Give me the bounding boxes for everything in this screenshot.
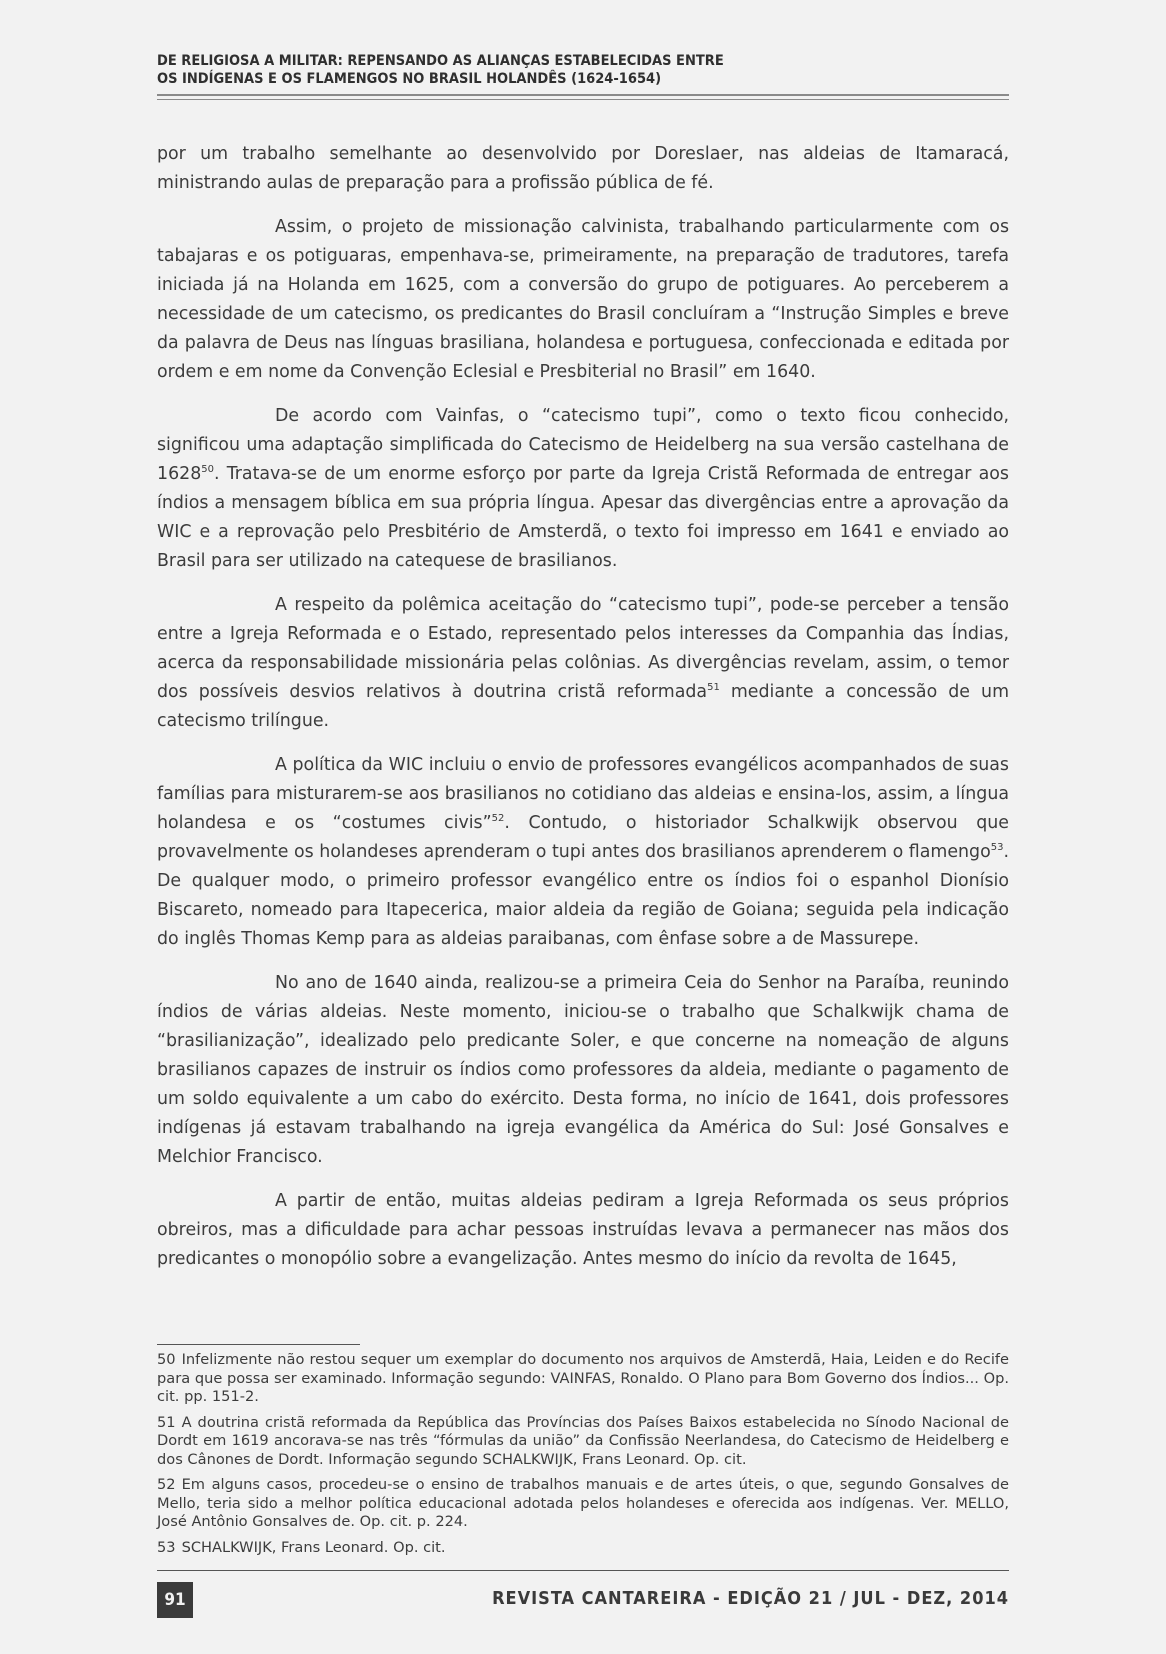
paragraph-5-text-a: A política da WIC incluiu o envio de professores evangélicos acompanhados de suas famílias para misturarem-se aos brasilianos no cotidiano das aldeias e ensina-los, assim, a língua holandesa e os “costumes civis” <box>157 755 1009 833</box>
footnote-50 <box>157 1351 1009 1407</box>
footnote-52 <box>157 1476 1009 1532</box>
page-number: 91 <box>157 1582 193 1618</box>
footnotes <box>157 1351 1009 1564</box>
footnote-text: A doutrina cristã reformada da República das Províncias dos Países Baixos estabelecida no Sínodo Nacional de Dordt em 1619 ancorava-se nas três “fórmulas da união” da Confissão Neerlandesa, do Catecismo de Heidelberg e dos Cânones de Dordt. Informação segundo SCHALKWIJK, Frans Leonard. Op. cit. <box>157 1413 1009 1468</box>
paragraph-2: Assim, o projeto de missionação calvinista, trabalhando particularmente com os tabajaras e os potiguaras, empenhava-se, primeiramente, na preparação de tradutores, tarefa iniciada já na Holanda em 1625, com a conversão do grupo de potiguares. Ao perceberem a necessidade de um catecismo, os predicantes do Brasil concluíram a “Instrução Simples e breve da palavra de Deus nas línguas brasiliana, holandesa e portuguesa, confeccionada e editada por ordem e em nome da Convenção Eclesial e Presbiterial no Brasil” em 1640. <box>157 217 1009 382</box>
journal-title: REVISTA CANTAREIRA - EDIÇÃO 21 / JUL - DEZ, 2014 <box>492 1588 1009 1609</box>
footnote-divider <box>157 1344 360 1345</box>
footnote-53 <box>157 1539 1009 1558</box>
footnote-number: 53 <box>157 1538 176 1556</box>
footnote-text: Em alguns casos, procedeu-se o ensino de trabalhos manuais e de artes úteis, o que, segundo Gonsalves de Mello, teria sido a melhor política educacional adotada pelos holandeses e oferecida aos indígenas. Ver. MELLO, José Antônio Gonsalves de. Op. cit. p. 224. <box>157 1476 1009 1530</box>
paragraph-6: No ano de 1640 ainda, realizou-se a primeira Ceia do Senhor na Paraíba, reunindo índios de várias aldeias. Neste momento, iniciou-se o trabalho que Schalkwijk chama de “brasilianização”, idealizado pelo predicante Soler, e que concerne na nomeação de alguns brasilianos capazes de instruir os índios como professores da aldeia, mediante o pagamento de um soldo equivalente a um cabo do exército. Desta forma, no início de 1641, dois professores indígenas já estavam trabalhando na igreja evangélica da América do Sul: José Gonsalves e Melchior Francisco. <box>157 973 1009 1167</box>
footnote-ref-52[interactable]: 52 <box>491 813 505 824</box>
paragraph-5 <box>157 751 1009 954</box>
paragraph-3-text-b: . Tratava-se de um enorme esforço por parte da Igreja Cristã Reformada de entregar aos índios a mensagem bíblica em sua própria língua. Apesar das divergências entre a aprovação da WIC e a reprovação pelo Presbitério de Amsterdã, o texto foi impresso em 1641 e enviado ao Brasil para ser utilizado na catequese de brasilianos. <box>157 464 1009 571</box>
running-header-line-1: DE RELIGIOSA A MILITAR: REPENSANDO AS ALIANÇAS ESTABELECIDAS ENTRE <box>157 53 724 69</box>
footnote-ref-50[interactable]: 50 <box>201 464 214 475</box>
footer-divider <box>157 1570 1009 1571</box>
running-header <box>157 52 1009 88</box>
paragraph-4-text-b: mediante a concessão de um catecismo trilíngue. <box>157 682 1010 731</box>
paragraph-4 <box>157 591 1009 736</box>
footnote-ref-53[interactable]: 53 <box>990 842 1004 853</box>
main-text <box>157 140 1009 1289</box>
footnote-51 <box>157 1414 1009 1470</box>
paragraph-1: por um trabalho semelhante ao desenvolvido por Doreslaer, nas aldeias de Itamaracá, ministrando aulas de preparação para a profissão pública de fé. <box>157 144 1009 193</box>
paragraph-5-text-c: . De qualquer modo, o primeiro professor evangélico entre os índios foi o espanhol Dionísio Biscareto, nomeado para Itapecerica, maior aldeia da região de Goiana; seguida pela indicação do inglês Thomas Kemp para as aldeias paraibanas, com ênfase sobre a de Massurepe. <box>157 842 1009 949</box>
header-divider-thin <box>157 99 1009 100</box>
running-header-line-2: OS INDÍGENAS E OS FLAMENGOS NO BRASIL HOLANDÊS (1624-1654) <box>157 71 662 87</box>
footnote-ref-51[interactable]: 51 <box>707 682 720 693</box>
paragraph-3-text-a: De acordo com Vainfas, o “catecismo tupi”, como o texto ficou conhecido, significou uma adaptação simplificada do Catecismo de Heidelberg na sua versão castelhana de 1628 <box>157 406 1009 484</box>
header-divider-thick <box>157 94 1009 96</box>
footnote-number: 52 <box>157 1476 176 1493</box>
footnote-number: 51 <box>157 1413 176 1431</box>
paragraph-4-text-a: A respeito da polêmica aceitação do “catecismo tupi”, pode-se perceber a tensão entre a Igreja Reformada e o Estado, representado pelos interesses da Companhia das Índias, acerca da responsabilidade missionária pelas colônias. As divergências revelam, assim, o temor dos possíveis desvios relativos à doutrina cristã reformada <box>157 595 1009 702</box>
footnote-text: SCHALKWIJK, Frans Leonard. Op. cit. <box>181 1538 446 1556</box>
paragraph-5-text-b: . Contudo, o historiador Schalkwijk observou que provavelmente os holandeses aprenderam o tupi antes dos brasilianos aprenderem o flamengo <box>157 813 1009 862</box>
paragraph-7: A partir de então, muitas aldeias pediram a Igreja Reformada os seus próprios obreiros, mas a dificuldade para achar pessoas instruídas levava a permanecer nas mãos dos predicantes o monopólio sobre a evangelização. Antes mesmo do início da revolta de 1645, <box>157 1191 1009 1269</box>
paragraph-3 <box>157 402 1009 576</box>
footnote-text: Infelizmente não restou sequer um exemplar do documento nos arquivos de Amsterdã, Haia, Leiden e do Recife para que possa ser examinado. Informação segundo: VAINFAS, Ronaldo. O Plano para Bom Governo dos Índios... Op. cit. pp. 151-2. <box>157 1351 1009 1405</box>
footnote-number: 50 <box>157 1351 176 1368</box>
